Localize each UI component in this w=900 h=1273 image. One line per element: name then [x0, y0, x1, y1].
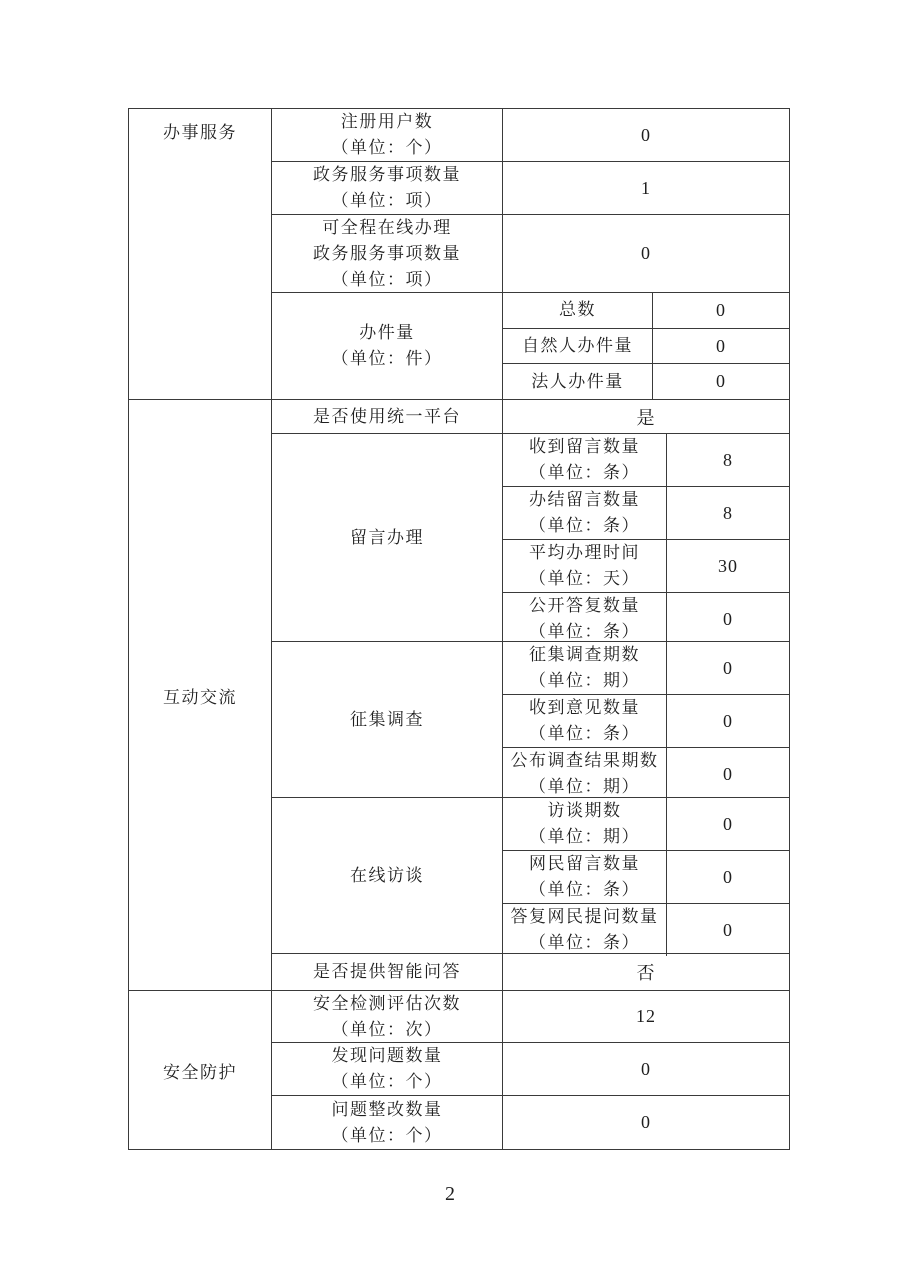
table-subrow: [503, 642, 789, 695]
table-row: [272, 991, 789, 1043]
submetric-label-cell: [503, 540, 667, 592]
group-row-services: [129, 109, 789, 400]
submetric-label-cell: [503, 487, 667, 539]
table-row: [272, 400, 789, 434]
submetric-label: 法人办件量: [531, 371, 624, 391]
metric-unit: （单位：项）: [331, 269, 443, 289]
submetric-label-cell: [503, 364, 653, 399]
submetric-unit: （单位：条）: [529, 933, 640, 952]
metric-unit: （单位：项）: [331, 191, 443, 210]
table-row: [272, 215, 789, 293]
submetric-value-cell: 0: [723, 763, 733, 784]
metric-label-cell: [272, 1043, 503, 1095]
submetric-label: 总数: [559, 300, 596, 320]
metric-value-cell: 0: [641, 124, 651, 145]
submetric-unit: （单位：条）: [529, 622, 640, 641]
metric-value-cell: 0: [641, 1112, 651, 1132]
submetric-label-cell: [503, 748, 667, 800]
metric-value-cell: 是: [636, 407, 656, 428]
metric-unit: （单位：个）: [331, 1072, 443, 1091]
table-subrow: [503, 329, 789, 365]
table-subrow: [503, 487, 789, 540]
metric-label: 是否提供智能问答: [313, 962, 461, 981]
submetric-unit: （单位：天）: [529, 569, 640, 588]
submetric-label: 答复网民提问数量: [510, 907, 659, 926]
metric-label: 安全检测评估次数: [313, 993, 461, 1013]
table-subrow: [503, 851, 789, 904]
metric-unit: （单位：件）: [331, 349, 443, 368]
submetric-unit: （单位：条）: [529, 516, 640, 535]
table-subrow: [503, 593, 789, 645]
submetric-value-cell: 0: [723, 919, 733, 940]
submetric-value-cell: 0: [716, 299, 726, 320]
metric-value-cell: 0: [641, 243, 651, 263]
table-row: [272, 954, 789, 990]
submetric-unit: （单位：期）: [529, 827, 640, 846]
group-row-interaction: [129, 400, 789, 991]
table-subrow: [503, 540, 789, 593]
submetric-label-cell: [503, 798, 667, 850]
table-row: [272, 798, 789, 954]
group-label-cell: [129, 109, 272, 399]
table-subrow: [503, 748, 789, 800]
group-label: 办事服务: [163, 123, 237, 142]
submetric-label: 收到留言数量: [529, 437, 640, 456]
submetric-label: 网民留言数量: [529, 854, 640, 873]
metric-label-cell: [272, 798, 503, 953]
metric-value-cell: 否: [636, 963, 656, 983]
metric-label-cell: [272, 293, 503, 399]
metric-label: 是否使用统一平台: [313, 406, 461, 426]
metric-unit: （单位：次）: [331, 1019, 443, 1039]
submetric-unit: （单位：期）: [529, 671, 640, 690]
metric-label: 在线访谈: [350, 865, 424, 885]
submetric-unit: （单位：条）: [529, 463, 640, 482]
submetric-label-cell: [503, 642, 667, 694]
submetric-value-cell: 0: [723, 866, 733, 887]
submetric-label: 访谈期数: [547, 801, 622, 820]
metric-value-cell: 12: [636, 1006, 656, 1026]
metric-label: 可全程在线办理: [322, 217, 452, 237]
metric-label: 留言办理: [350, 527, 424, 547]
submetric-label-cell: [503, 851, 667, 903]
annual-report-table: [128, 108, 790, 1150]
submetric-value-cell: 0: [716, 335, 726, 356]
table-subrow: [503, 364, 789, 399]
submetric-label: 征集调查期数: [529, 645, 640, 664]
metric-unit: （单位：个）: [331, 1125, 443, 1145]
submetric-unit: （单位：条）: [529, 880, 640, 899]
metric-label-cell: [272, 109, 503, 161]
submetric-unit: （单位：期）: [529, 777, 640, 796]
table-row: [272, 1096, 789, 1149]
group-label: 安全防护: [163, 1062, 237, 1082]
metric-value-cell: 0: [641, 1058, 651, 1079]
submetric-value-cell: 0: [723, 710, 733, 731]
table-subrow: [503, 798, 789, 851]
metric-label-cell: [272, 954, 503, 990]
metric-label-cell: [272, 162, 503, 214]
metric-label-cell: [272, 991, 503, 1042]
table-row: [272, 434, 789, 642]
submetric-label-cell: [503, 904, 667, 956]
metric-label: 征集调查: [350, 709, 424, 729]
metric-label-cell: [272, 215, 503, 292]
submetric-label: 办结留言数量: [529, 490, 640, 509]
page-number: 2: [445, 1183, 455, 1205]
group-label-cell: [129, 400, 272, 990]
submetric-value-cell: 0: [723, 813, 733, 834]
metric-label: 注册用户数: [340, 112, 434, 131]
submetric-label: 公布调查结果期数: [510, 751, 659, 770]
metric-label: 政务服务事项数量: [313, 165, 461, 184]
submetric-value-cell: 0: [723, 657, 733, 678]
submetric-value-cell: 0: [716, 371, 726, 392]
metric-label-cell: [272, 400, 503, 433]
table-subrow: [503, 904, 789, 956]
submetric-value-cell: 8: [723, 502, 733, 523]
metric-label-cell: [272, 642, 503, 797]
submetric-label: 平均办理时间: [529, 543, 640, 562]
table-subrow: [503, 293, 789, 329]
metric-label: 发现问题数量: [331, 1046, 443, 1065]
metric-label-cell: [272, 1096, 503, 1149]
submetric-label-cell: [503, 593, 667, 645]
metric-label-cell: [272, 434, 503, 641]
table-row: [272, 642, 789, 798]
submetric-value-cell: 0: [723, 608, 733, 629]
metric-label: 问题整改数量: [331, 1099, 443, 1119]
table-row: [272, 1043, 789, 1096]
submetric-value-cell: 30: [718, 555, 738, 576]
group-label: 互动交流: [163, 687, 237, 707]
table-row: [272, 162, 789, 215]
group-row-security: [129, 991, 789, 1149]
submetric-unit: （单位：条）: [529, 724, 640, 743]
submetric-label-cell: [503, 434, 667, 486]
submetric-value-cell: 8: [723, 449, 733, 470]
submetric-label: 公开答复数量: [529, 596, 640, 615]
table-row: [272, 109, 789, 162]
submetric-label-cell: [503, 329, 653, 364]
metric-label: 政务服务事项数量: [313, 243, 461, 263]
submetric-label-cell: [503, 695, 667, 747]
metric-unit: （单位：个）: [331, 138, 443, 157]
table-subrow: [503, 434, 789, 487]
submetric-label-cell: [503, 293, 653, 328]
submetric-label: 收到意见数量: [529, 698, 640, 717]
metric-value-cell: 1: [641, 177, 651, 198]
submetric-label: 自然人办件量: [522, 336, 633, 355]
table-subrow: [503, 695, 789, 748]
table-row: [272, 293, 789, 399]
metric-label: 办件量: [359, 323, 415, 342]
group-label-cell: [129, 991, 272, 1149]
